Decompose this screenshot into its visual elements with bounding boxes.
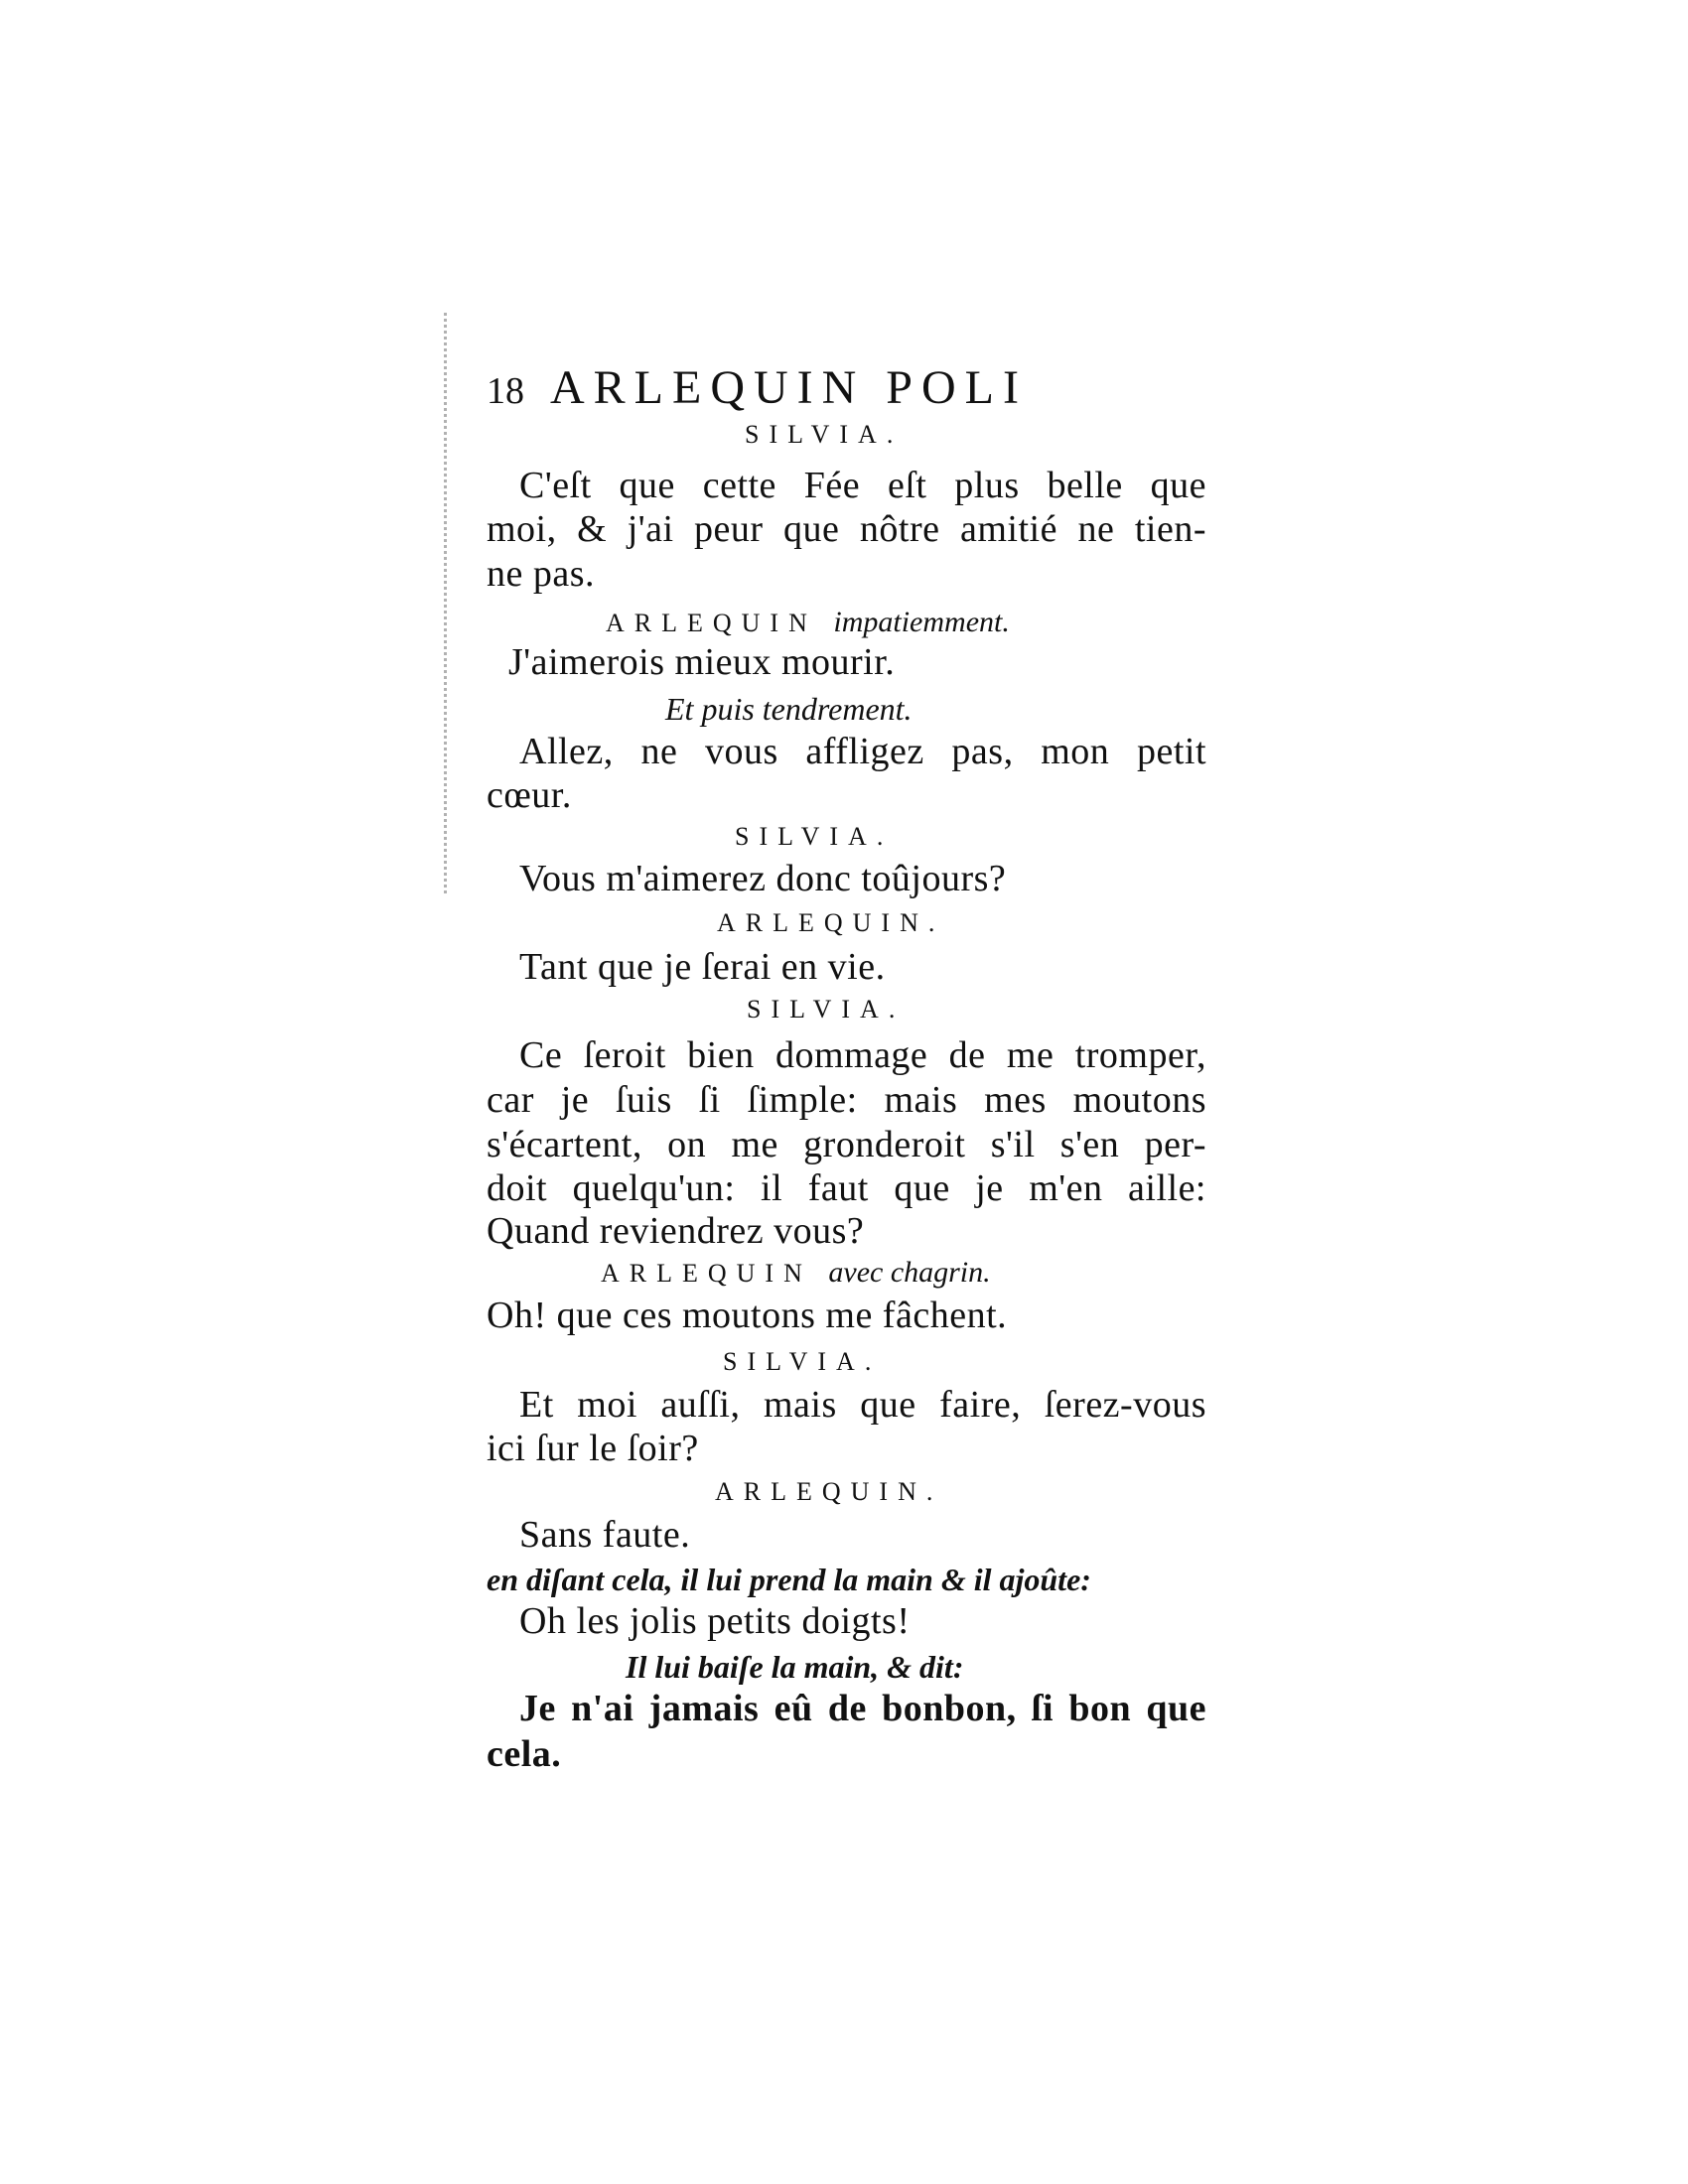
dialogue-line: Quand reviendrez vous? — [487, 1210, 865, 1252]
speaker-name: SILVIA. — [735, 822, 894, 851]
dialogue-line: Et moi auſſi, mais que faire, ſerez-vous — [519, 1384, 1206, 1426]
page-header — [487, 360, 1122, 415]
speaker-name: SILVIA. — [747, 995, 906, 1024]
dialogue-line: Ce ſeroit bien dommage de me tromper, — [519, 1034, 1206, 1076]
dialogue-line: J'aimerois mieux mourir. — [508, 641, 896, 683]
dialogue-line: Vous m'aimerez donc toûjours? — [519, 858, 1007, 899]
dialogue-line: s'écartent, on me gronderoit s'il s'en per- — [487, 1124, 1206, 1165]
dialogue-line: moi, & j'ai peur que nôtre amitié ne tien- — [487, 508, 1206, 550]
speaker-heading — [601, 1253, 991, 1294]
margin-dots — [444, 313, 453, 893]
dialogue-line: Je n'ai jamais eû de bonbon, ſi bon que — [519, 1688, 1206, 1729]
stage-direction: Il lui baiſe la main, & dit: — [626, 1649, 964, 1685]
dialogue-line: Allez, ne vous affligez pas, mon petit — [519, 731, 1206, 772]
speaker-name: SILVIA. — [723, 1347, 882, 1376]
dialogue-line: cela. — [487, 1733, 562, 1775]
stage-direction: impatiemment. — [833, 606, 1010, 638]
dialogue-line: ne pas. — [487, 553, 596, 595]
dialogue-line: C'eſt que cette Fée eſt plus belle que — [519, 465, 1206, 506]
speaker-name: ARLEQUIN — [606, 609, 817, 637]
page-number: 18 — [487, 370, 524, 412]
stage-direction: en diſant cela, il lui prend la main & il ajoûte: — [487, 1562, 1091, 1597]
speaker-heading — [606, 603, 1010, 643]
speaker-name: ARLEQUIN. — [715, 1477, 943, 1506]
dialogue-line: Tant que je ſerai en vie. — [519, 946, 886, 988]
dialogue-line: car je ſuis ſi ſimple: mais mes moutons — [487, 1079, 1206, 1121]
dialogue-line: Oh! que ces moutons me fâchent. — [487, 1295, 1008, 1336]
speaker-name: SILVIA. — [745, 420, 904, 449]
dialogue-line: Oh les jolis petits doigts! — [519, 1600, 911, 1642]
speaker-name: ARLEQUIN — [601, 1259, 812, 1288]
dialogue-line: Sans faute. — [519, 1514, 691, 1556]
dialogue-line: cœur. — [487, 774, 572, 816]
speaker-name: ARLEQUIN. — [717, 908, 945, 937]
dialogue-line: ici ſur le ſoir? — [487, 1428, 699, 1469]
dialogue-line: doit quelqu'un: il faut que je m'en aille: — [487, 1167, 1206, 1209]
running-head: ARLEQUIN POLI — [550, 361, 1028, 414]
stage-direction: avec chagrin. — [828, 1256, 991, 1289]
stage-direction: Et puis tendrement. — [665, 691, 913, 727]
